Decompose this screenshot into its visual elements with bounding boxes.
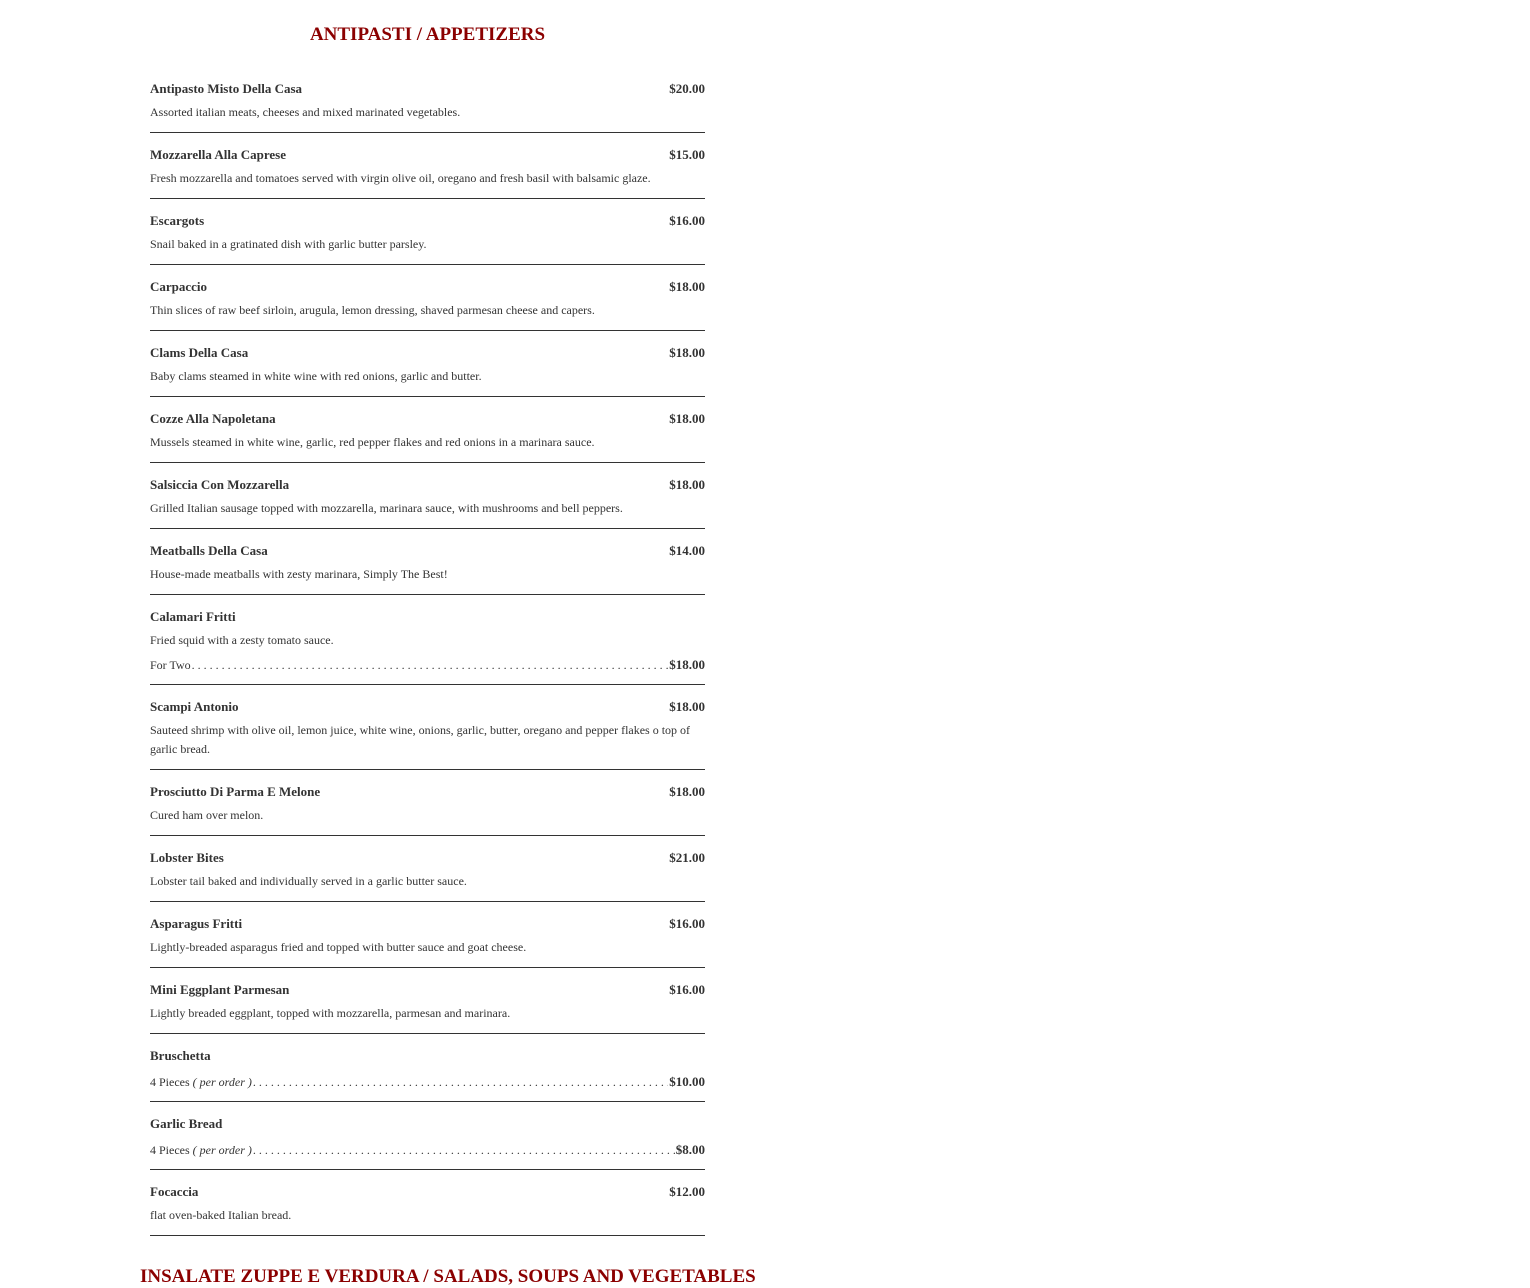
item-description: Snail baked in a gratinated dish with garlic butter parsley. (150, 237, 427, 251)
item-option-label: 4 Pieces (150, 1075, 190, 1089)
item-name: Mini Eggplant Parmesan (150, 982, 290, 997)
menu-item (150, 210, 705, 265)
menu-item (150, 606, 705, 685)
item-description: Fresh mozzarella and tomatoes served with virgin olive oil, oregano and fresh basil with balsamic glaze. (150, 171, 651, 185)
item-name: Bruschetta (150, 1048, 211, 1063)
item-option-qualifier: ( per order ) (192, 1075, 252, 1089)
menu-item (150, 1181, 705, 1236)
dot-leader (192, 656, 669, 675)
menu-item (150, 913, 705, 968)
item-option-line (150, 1072, 705, 1091)
item-option-label: 4 Pieces (150, 1143, 190, 1157)
item-option-qualifier: ( per order ) (192, 1143, 252, 1157)
menu-item (150, 1113, 705, 1170)
menu-item (150, 979, 705, 1034)
item-name: Escargots (150, 213, 205, 228)
item-price: $15.00 (669, 147, 705, 162)
item-price: $16.00 (669, 982, 705, 997)
item-name: Asparagus Fritti (150, 916, 243, 931)
item-price: $16.00 (669, 213, 705, 228)
menu-item (150, 408, 705, 463)
item-description: Baby clams steamed in white wine with red onions, garlic and butter. (150, 369, 482, 383)
item-description: House-made meatballs with zesty marinara, Simply The Best! (150, 567, 448, 581)
item-price: $14.00 (669, 543, 705, 558)
item-name: Focaccia (150, 1184, 199, 1199)
item-price: $20.00 (669, 81, 705, 96)
item-description: Lightly-breaded asparagus fried and topped with butter sauce and goat cheese. (150, 940, 527, 954)
item-description: Thin slices of raw beef sirloin, arugula, lemon dressing, shaved parmesan cheese and capers. (150, 303, 595, 317)
menu-item (150, 1045, 705, 1102)
item-name: Carpaccio (150, 279, 208, 294)
item-price: $18.00 (669, 657, 705, 672)
item-name: Salsiccia Con Mozzarella (150, 477, 290, 492)
item-price: $16.00 (669, 916, 705, 931)
appetizer-list (150, 78, 705, 1247)
item-price: $18.00 (669, 477, 705, 492)
item-price: $18.00 (669, 345, 705, 360)
item-name: Meatballs Della Casa (150, 543, 268, 558)
menu-item (150, 540, 705, 595)
item-name: Clams Della Casa (150, 345, 249, 360)
item-name: Garlic Bread (150, 1116, 223, 1131)
section-title-appetizers: ANTIPASTI / APPETIZERS (309, 24, 546, 45)
menu-item (150, 474, 705, 529)
item-description: Sauteed shrimp with olive oil, lemon juice, white wine, onions, garlic, butter, oregano and pepper flakes o top of garlic bread. (150, 723, 691, 756)
dot-leader (253, 1073, 668, 1092)
item-description: Mussels steamed in white wine, garlic, red pepper flakes and red onions in a marinara sauce. (150, 435, 595, 449)
item-price: $18.00 (669, 411, 705, 426)
item-name: Calamari Fritti (150, 609, 236, 624)
menu-item (150, 276, 705, 331)
item-description: Cured ham over melon. (150, 808, 264, 822)
item-name: Antipasto Misto Della Casa (150, 81, 303, 96)
item-name: Cozze Alla Napoletana (150, 411, 276, 426)
item-option-line (150, 655, 705, 674)
item-option-label: For Two (150, 658, 191, 672)
menu-item (150, 781, 705, 836)
item-name: Mozzarella Alla Caprese (150, 147, 286, 162)
item-description: flat oven-baked Italian bread. (150, 1208, 292, 1222)
item-option-line (150, 1140, 705, 1159)
item-description: Assorted italian meats, cheeses and mixed marinated vegetables. (150, 105, 461, 119)
item-description: Fried squid with a zesty tomato sauce. (150, 633, 334, 647)
dot-leader (253, 1141, 675, 1160)
item-price: $12.00 (669, 1184, 705, 1199)
item-price: $18.00 (669, 784, 705, 799)
menu-item (150, 847, 705, 902)
item-price: $10.00 (669, 1074, 705, 1089)
item-description: Lightly breaded eggplant, topped with mozzarella, parmesan and marinara. (150, 1006, 511, 1020)
item-name: Lobster Bites (150, 850, 224, 865)
menu-item (150, 342, 705, 397)
section-title-salads-soups: INSALATE ZUPPE E VERDURA / SALADS, SOUPS AND VEGETABLES (140, 1266, 756, 1287)
item-price: $21.00 (669, 850, 705, 865)
item-description: Grilled Italian sausage topped with mozzarella, marinara sauce, with mushrooms and bell peppers. (150, 501, 623, 515)
item-description: Lobster tail baked and individually served in a garlic butter sauce. (150, 874, 467, 888)
item-price: $18.00 (669, 279, 705, 294)
item-price: $18.00 (669, 699, 705, 714)
menu-item (150, 78, 705, 133)
menu-item (150, 144, 705, 199)
menu-item (150, 696, 705, 770)
item-name: Scampi Antonio (150, 699, 239, 714)
item-price: $8.00 (675, 1142, 705, 1157)
item-name: Prosciutto Di Parma E Melone (150, 784, 321, 799)
